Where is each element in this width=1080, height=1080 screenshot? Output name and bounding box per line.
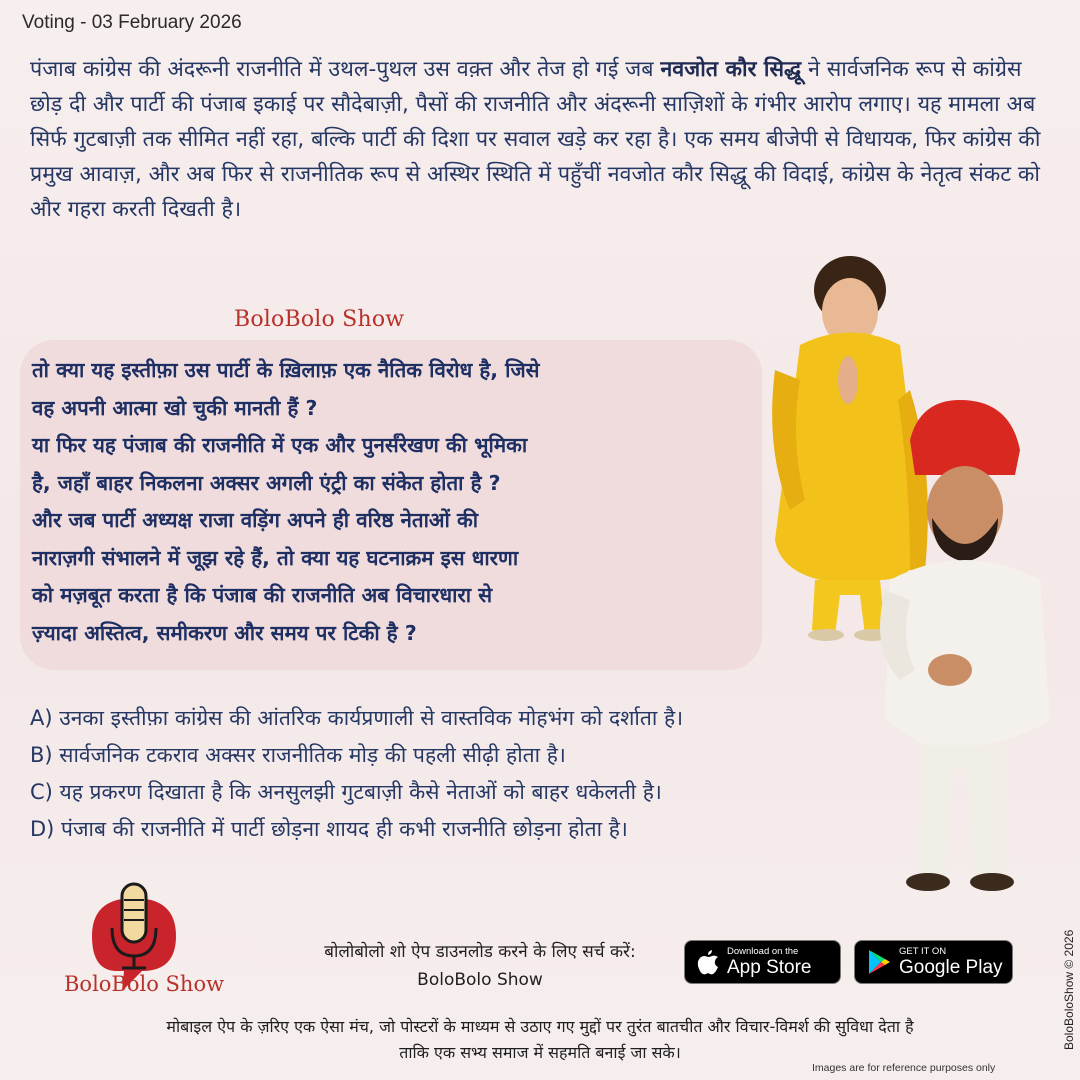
question-line: और जब पार्टी अध्यक्ष राजा वड़िंग अपने ही वरिष्ठ नेताओं की: [32, 508, 479, 532]
app-store-button[interactable]: [684, 940, 841, 984]
brand-label: BoloBolo Show: [234, 307, 405, 332]
question-line: नाराज़गी संभालने में जूझ रहे हैं, तो क्या यह घटनाक्रम इस धारणा: [32, 545, 519, 570]
cta-line1: बोलोबोलो शो ऐप डाउनलोड करने के लिए सर्च करें:: [324, 942, 636, 962]
intro-highlight-name: नवजोत कौर सिद्धू: [660, 57, 802, 82]
footer-line1: मोबाइल ऐप के ज़रिए एक ऐसा मंच, जो पोस्टरों के माध्यम से उठाए गए मुद्दों पर तुरंत बातचीत और विचार-विमर्श की सुविधा देता है: [166, 1017, 914, 1036]
copyright-vertical: BoloBoloShow © 2026: [1062, 929, 1076, 1050]
intro-text-part1: पंजाब कांग्रेस की अंदरूनी राजनीति में उथल-पुथल उस वक़्त और तेज हो गई जब: [30, 57, 661, 82]
footer-description: [20, 1014, 1060, 1066]
download-cta: [280, 938, 680, 994]
app-store-small-text: Download on the: [727, 946, 799, 957]
question-line: वह अपनी आत्मा खो चुकी मानती हैं ?: [32, 395, 318, 420]
option-b[interactable]: B) सार्वजनिक टकराव अक्सर राजनीतिक मोड़ की पहली सीढ़ी होता है।: [30, 743, 566, 767]
page-header-date: Voting - 03 February 2026: [22, 12, 242, 33]
logo-brand-text: BoloBolo Show: [64, 972, 225, 996]
answer-options: [30, 700, 910, 848]
footer-line2: ताकि एक सभ्य समाज में सहमति बनाई जा सके।: [399, 1043, 681, 1062]
question-line: को मज़बूत करता है कि पंजाब की राजनीति अब विचारधारा से: [32, 583, 493, 607]
question-line: है, जहाँ बाहर निकलना अक्सर अगली एंट्री का संकेत होता है ?: [32, 470, 501, 495]
image-disclaimer: Images are for reference purposes only: [812, 1062, 996, 1074]
question-text: [32, 352, 752, 652]
google-play-icon: [867, 949, 891, 975]
google-play-big-text: Google Play: [899, 957, 1003, 978]
question-line: या फिर यह पंजाब की राजनीति में एक और पुनर्संरेखण की भूमिका: [32, 433, 528, 457]
google-play-button[interactable]: [854, 940, 1013, 984]
intro-text-part2: ने सार्वजनिक रूप से कांग्रेस छोड़ दी और पार्टी की पंजाब इकाई पर सौदेबाज़ी, पैसों की राजनीति और अंदरूनी साज़िशों के गंभीर आरोप लगाए। यह मामला अब सिर्फ गुटबाज़ी तक सीमित नहीं रहा, बल्कि पार्टी की दिशा पर सवाल खड़े कर रहा है। एक समय बीजेपी से विधायक, फिर कांग्रेस की प्रमुख आवाज़, और अब फिर से राजनीतिक रूप से अस्थिर स्थिति में पहुँचीं नवजोत कौर सिद्धू की विदाई, कांग्रेस के नेतृत्व संकट को और गहरा करती दिखती है।: [30, 57, 1041, 222]
google-play-small-text: GET IT ON: [899, 946, 947, 957]
option-d[interactable]: D) पंजाब की राजनीति में पार्टी छोड़ना शायद ही कभी राजनीति छोड़ना होता है।: [30, 817, 628, 841]
question-line: तो क्या यह इस्तीफ़ा उस पार्टी के ख़िलाफ़ एक नैतिक विरोध है, जिसे: [32, 358, 540, 382]
cta-line2: BoloBolo Show: [417, 970, 543, 990]
apple-icon: [697, 949, 719, 975]
intro-paragraph: [30, 52, 1055, 227]
question-line: ज़्यादा अस्तित्व, समीकरण और समय पर टिकी है ?: [32, 620, 417, 645]
option-a[interactable]: A) उनका इस्तीफ़ा कांग्रेस की आंतरिक कार्यप्रणाली से वास्तविक मोहभंग को दर्शाता है।: [30, 706, 684, 730]
app-store-big-text: App Store: [727, 957, 812, 978]
option-c[interactable]: C) यह प्रकरण दिखाता है कि अनसुलझी गुटबाज़ी कैसे नेताओं को बाहर धकेलती है।: [30, 780, 662, 804]
